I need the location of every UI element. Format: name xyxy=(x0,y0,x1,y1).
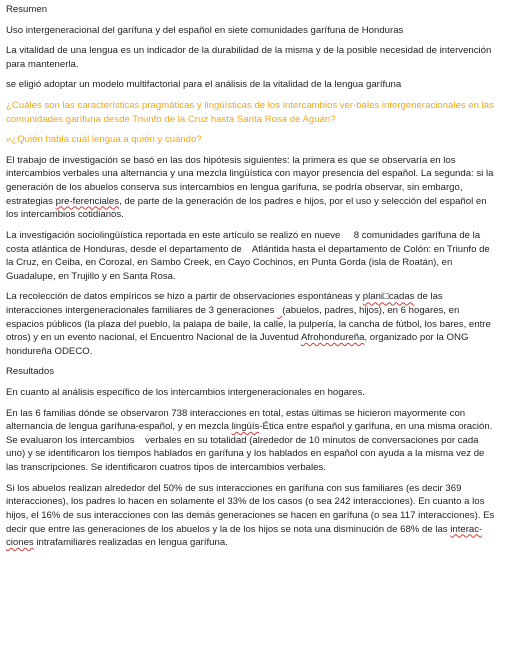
paragraph-analisis: En cuanto al análisis específico de los intercambios intergeneracionales en hogares. xyxy=(6,387,365,399)
paragraph-recoleccion xyxy=(6,290,499,358)
paragraph-familias xyxy=(6,407,499,475)
paragraph-hipotesis xyxy=(6,154,499,222)
misspelled-word-planificadas: plani□cadas xyxy=(362,291,415,303)
misspelled-word-interacciones: interac-ciones xyxy=(6,523,483,549)
hipotesis-text-a: El trabajo de investigación se basó en las dos hipótesis siguientes: la primera es que se observaría en los intercambios verbales una alternancia y una mezcla lingüística con mayor presencia del español. La segunda: si la generación de los abuelos conserva sus intercambios en lengua garífuna, se podría observar, sin embargo, estrategias xyxy=(6,154,494,207)
recoleccion-text-e: (abuelos, padres, hijos), en 6 hogares, en espacios públicos (la plaza del pueblo, la palapa de baile, la calle, la pulpería, la cancha de fútbol, los bares, entre otros) y en un evento nacional, el Encuentro Nacional de la Juventud xyxy=(6,304,491,344)
abuelos-text-c: intrafamiliares realizadas en lengua garífuna. xyxy=(33,537,228,549)
research-question-1: ¿Cuáles son las características pragmáticas y lingüísticas de los intercambios ver-bales intergeneracionales en las comunidades garífuna desde Triunfo de la Cruz hasta Santa Rosa de Aguán? xyxy=(6,100,494,125)
abuelos-text-a: Si los abuelos realizan alrededor del 50% de sus interacciones en garífuna con sus familiares (es decir 369 interacciones), los padres lo hacen en solamente el 33% de los casos (o sea 242 interacciones). En cuanto a los hijos, el 16% de sus interacciones con las demás generaciones se hacen en garífuna (o sea 117 interacciones). Es decir que entre las generaciones de los abuelos y la de los hijos se nota una disminución de 68% de las xyxy=(6,482,495,535)
recoleccion-text-a: La recolección de datos empíricos se hizo a partir de observaciones espontáneas y xyxy=(6,291,363,303)
paragraph-investigacion: La investigación sociolingüística reportada en este artículo se realizó en nueve 8 comunidades garífuna de la costa atlántica de Honduras, desde el departamento de Atlántida hasta el departamento de Colón: en Triunfo de la Cruz, en Ceiba, en Corozal, en Sambo Creek, en Cayo Cochinos, en Punta Gorda (isla de Roatán), en Guadalupe, en Trujillo y en Santa Rosa. xyxy=(6,229,493,282)
research-question-2: «¿Quién habla cuál lengua a quién y cuándo? xyxy=(6,134,202,146)
recoleccion-text-c: de las interacciones intergeneracionales familiares de 3 generaciones xyxy=(6,291,443,316)
paragraph-modelo: se eligió adoptar un modelo multifactorial para el análisis de la vitalidad de la lengua garífuna xyxy=(6,79,402,91)
familias-text-c: -Ética entre español y garífuna, en una misma oración. Se evaluaron los intercambios verbales en su totalidad (alrededor de 10 minutos de conversaciones por cada uno) y se identificaron los tiempos hablados en garífuna y los hablados en español con ayuda a la misma vez de las transcripciones. Se identificaron cuatros tipos de intercambios verbales. xyxy=(6,421,496,474)
paragraph-abuelos xyxy=(6,482,499,550)
paragraph-vitalidad: La vitalidad de una lengua es un indicador de la durabilidad de la misma y de la posible necesidad de intervención para mantenerla. xyxy=(6,45,492,70)
resumen-heading: Resumen xyxy=(6,4,48,15)
familias-text-a: En las 6 familias dónde se observaron 738 interacciones en total, estas últimas se hicieron mayormente con alternancia de lengua garífuna-español, y en mezcla xyxy=(6,407,468,433)
misspelled-word-afrohondurena: Afrohondureña xyxy=(300,332,365,344)
misspelled-word-preferenciales: pre-ferenciales xyxy=(55,195,120,207)
hipotesis-text-c: , de parte de la generación de los padres e hijos, por el uso y selección del español en los intercambios cotidianos. xyxy=(6,195,487,221)
document-title: Uso intergeneracional del garífuna y del español en siete comunidades garífuna de Honduras xyxy=(6,24,404,36)
misspelled-word-linguistica: lingüís xyxy=(231,421,260,433)
resultados-heading: Resultados xyxy=(6,366,54,378)
recoleccion-text-g: , organizado por la ONG hondureña ODECO. xyxy=(6,332,469,357)
